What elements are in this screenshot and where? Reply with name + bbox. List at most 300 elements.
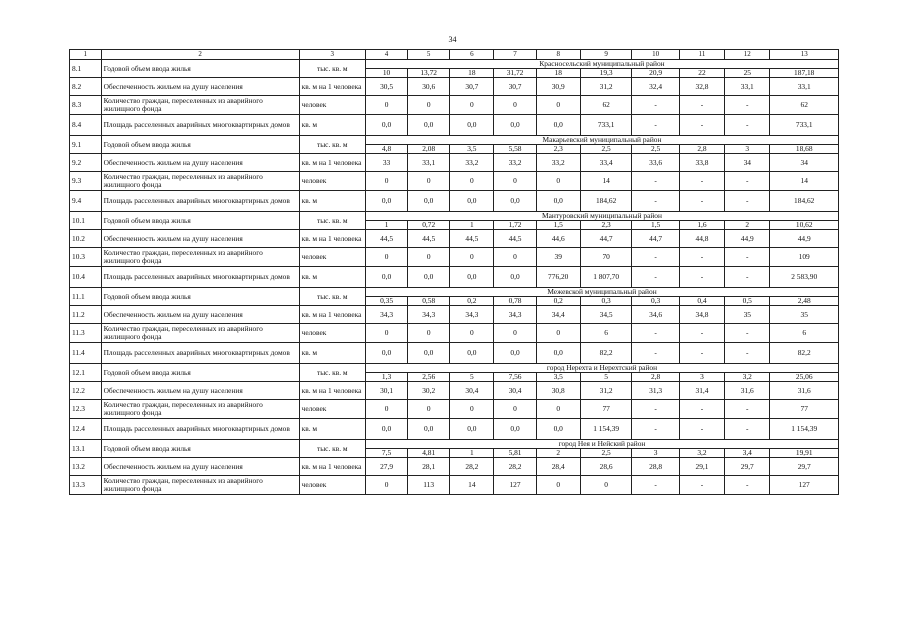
value-cell: 30,2 <box>408 382 450 400</box>
value-cell: 1 154,39 <box>770 419 839 440</box>
value-cell: 0,78 <box>494 297 536 306</box>
value-cell: - <box>632 115 679 136</box>
value-cell: 29,7 <box>770 458 839 476</box>
value-cell: 0,0 <box>494 191 536 212</box>
value-cell: 2 <box>536 449 580 458</box>
value-cell: 0,5 <box>725 297 770 306</box>
value-cell: 14 <box>580 172 632 191</box>
value-cell: 28,6 <box>580 458 632 476</box>
value-cell: - <box>679 96 724 115</box>
value-cell: 113 <box>408 476 450 495</box>
value-cell: 0 <box>494 324 536 343</box>
value-cell: - <box>632 248 679 267</box>
value-cell: 18,68 <box>770 145 839 154</box>
value-cell: 34,8 <box>679 306 724 324</box>
value-cell: 77 <box>770 400 839 419</box>
indicator-name: Годовой объем ввода жилья <box>101 60 299 78</box>
value-cell: - <box>725 248 770 267</box>
value-cell: 0,0 <box>450 267 494 288</box>
value-cell: 0 <box>408 324 450 343</box>
value-cell: - <box>679 476 724 495</box>
value-cell: 28,2 <box>494 458 536 476</box>
unit-cell: кв. м на 1 человека <box>299 78 365 96</box>
indicator-name: Обеспеченность жильем на душу населения <box>101 230 299 248</box>
value-cell: 34,4 <box>536 306 580 324</box>
value-cell: 28,4 <box>536 458 580 476</box>
value-cell: 0,0 <box>450 343 494 364</box>
value-cell: 62 <box>580 96 632 115</box>
district-title: Межевской муниципальный район <box>365 288 838 297</box>
value-cell: 0,0 <box>450 419 494 440</box>
value-cell: - <box>679 343 724 364</box>
value-cell: 30,4 <box>450 382 494 400</box>
value-cell: - <box>632 267 679 288</box>
indicator-name: Обеспеченность жильем на душу населения <box>101 78 299 96</box>
value-cell: 0,35 <box>365 297 407 306</box>
value-cell: 0,0 <box>408 267 450 288</box>
value-cell: 25,06 <box>770 373 839 382</box>
value-cell: 2 <box>725 221 770 230</box>
table-row <box>70 419 839 440</box>
value-cell: 2,8 <box>679 145 724 154</box>
value-cell: 31,4 <box>679 382 724 400</box>
value-cell: - <box>725 115 770 136</box>
value-cell: 6 <box>580 324 632 343</box>
district-title: город Нея и Нейский район <box>365 440 838 449</box>
value-cell: 31,2 <box>580 382 632 400</box>
value-cell: 44,5 <box>408 230 450 248</box>
value-cell: 30,6 <box>408 78 450 96</box>
value-cell: 0 <box>450 400 494 419</box>
value-cell: 2,56 <box>408 373 450 382</box>
page-number: 34 <box>448 35 457 44</box>
row-number: 8.2 <box>70 78 102 96</box>
row-number: 8.4 <box>70 115 102 136</box>
value-cell: 0 <box>365 476 407 495</box>
row-number: 11.1 <box>70 288 102 306</box>
value-cell: 44,8 <box>679 230 724 248</box>
value-cell: 0,0 <box>536 191 580 212</box>
value-cell: 31,3 <box>632 382 679 400</box>
value-cell: 2 583,90 <box>770 267 839 288</box>
value-cell: 733,1 <box>770 115 839 136</box>
indicator-name: Обеспеченность жильем на душу населения <box>101 154 299 172</box>
value-cell: 127 <box>494 476 536 495</box>
value-cell: - <box>725 172 770 191</box>
value-cell: 0 <box>408 400 450 419</box>
value-cell: - <box>725 343 770 364</box>
value-cell: 2,3 <box>580 221 632 230</box>
value-cell: 184,62 <box>580 191 632 212</box>
value-cell: - <box>679 172 724 191</box>
value-cell: 2,3 <box>536 145 580 154</box>
column-number-row <box>70 50 839 60</box>
row-number: 11.3 <box>70 324 102 343</box>
unit-cell: человек <box>299 324 365 343</box>
value-cell: 1,3 <box>365 373 407 382</box>
value-cell: 18 <box>536 69 580 78</box>
value-cell: 33,6 <box>632 154 679 172</box>
value-cell: 5,58 <box>494 145 536 154</box>
value-cell: 33 <box>365 154 407 172</box>
value-cell: 28,8 <box>632 458 679 476</box>
value-cell: 31,72 <box>494 69 536 78</box>
district-title: Макарьевский муниципальный район <box>365 136 838 145</box>
column-number-cell: 4 <box>365 50 407 60</box>
value-cell: 0,0 <box>450 115 494 136</box>
value-cell: 33,2 <box>494 154 536 172</box>
value-cell: 0 <box>365 172 407 191</box>
table-row <box>70 476 839 495</box>
indicator-name: Годовой объем ввода жилья <box>101 288 299 306</box>
value-cell: 3,4 <box>725 449 770 458</box>
value-cell: 19,91 <box>770 449 839 458</box>
value-cell: 82,2 <box>580 343 632 364</box>
table-row <box>70 267 839 288</box>
value-cell: 34,6 <box>632 306 679 324</box>
value-cell: - <box>632 343 679 364</box>
value-cell: 3 <box>632 449 679 458</box>
value-cell: 0 <box>450 248 494 267</box>
row-number: 12.3 <box>70 400 102 419</box>
row-number: 9.1 <box>70 136 102 154</box>
column-number-cell: 8 <box>536 50 580 60</box>
unit-cell: тыс. кв. м <box>299 212 365 230</box>
value-cell: 0 <box>536 96 580 115</box>
value-cell: 3 <box>725 145 770 154</box>
value-cell: - <box>632 419 679 440</box>
value-cell: 127 <box>770 476 839 495</box>
district-title-row <box>70 136 839 145</box>
value-cell: 31,2 <box>580 78 632 96</box>
unit-cell: человек <box>299 400 365 419</box>
value-cell: 1,72 <box>494 221 536 230</box>
value-cell: - <box>725 96 770 115</box>
value-cell: 0,0 <box>408 115 450 136</box>
value-cell: 0,0 <box>365 191 407 212</box>
value-cell: - <box>679 419 724 440</box>
value-cell: 0 <box>365 248 407 267</box>
value-cell: 30,4 <box>494 382 536 400</box>
value-cell: 33,2 <box>450 154 494 172</box>
value-cell: 18 <box>450 69 494 78</box>
value-cell: 27,9 <box>365 458 407 476</box>
value-cell: 0,0 <box>536 343 580 364</box>
value-cell: 1,6 <box>679 221 724 230</box>
table-row <box>70 96 839 115</box>
table-row <box>70 230 839 248</box>
row-number: 8.1 <box>70 60 102 78</box>
row-number: 10.1 <box>70 212 102 230</box>
value-cell: 5 <box>450 373 494 382</box>
value-cell: - <box>679 324 724 343</box>
value-cell: 0 <box>536 400 580 419</box>
value-cell: 2,48 <box>770 297 839 306</box>
district-title: город Нерехта и Нерехтский район <box>365 364 838 373</box>
value-cell: 62 <box>770 96 839 115</box>
column-number-cell: 7 <box>494 50 536 60</box>
value-cell: 0,4 <box>679 297 724 306</box>
value-cell: 44,7 <box>632 230 679 248</box>
unit-cell: кв. м на 1 человека <box>299 382 365 400</box>
value-cell: 184,62 <box>770 191 839 212</box>
value-cell: 31,6 <box>725 382 770 400</box>
unit-cell: тыс. кв. м <box>299 136 365 154</box>
value-cell: 733,1 <box>580 115 632 136</box>
value-cell: 28,1 <box>408 458 450 476</box>
value-cell: 2,5 <box>580 145 632 154</box>
table-row <box>70 400 839 419</box>
value-cell: 0,0 <box>365 419 407 440</box>
value-cell: 44,9 <box>725 230 770 248</box>
column-number-cell: 9 <box>580 50 632 60</box>
value-cell: 0,2 <box>536 297 580 306</box>
unit-cell: человек <box>299 248 365 267</box>
value-cell: 10,62 <box>770 221 839 230</box>
district-title: Красносельский муниципальный район <box>365 60 838 69</box>
value-cell: 28,2 <box>450 458 494 476</box>
value-cell: 44,6 <box>536 230 580 248</box>
value-cell: 0,0 <box>408 419 450 440</box>
value-cell: 0,2 <box>450 297 494 306</box>
value-cell: 33,1 <box>770 78 839 96</box>
unit-cell: человек <box>299 96 365 115</box>
unit-cell: кв. м на 1 человека <box>299 154 365 172</box>
table-row <box>70 154 839 172</box>
value-cell: 0,0 <box>536 419 580 440</box>
row-number: 9.4 <box>70 191 102 212</box>
value-cell: - <box>679 191 724 212</box>
column-number-cell: 13 <box>770 50 839 60</box>
table-row <box>70 248 839 267</box>
indicator-name: Годовой объем ввода жилья <box>101 440 299 458</box>
value-cell: 0 <box>365 324 407 343</box>
table-row <box>70 115 839 136</box>
indicator-name: Количество граждан, переселенных из аварийного жилищного фонда <box>101 476 299 495</box>
value-cell: 0 <box>494 96 536 115</box>
value-cell: 0 <box>450 324 494 343</box>
value-cell: 0 <box>365 96 407 115</box>
row-number: 12.4 <box>70 419 102 440</box>
indicator-name: Количество граждан, переселенных из аварийного жилищного фонда <box>101 324 299 343</box>
unit-cell: человек <box>299 172 365 191</box>
value-cell: 30,5 <box>365 78 407 96</box>
value-cell: 1 <box>450 449 494 458</box>
value-cell: 0,0 <box>494 115 536 136</box>
row-number: 13.1 <box>70 440 102 458</box>
value-cell: - <box>725 419 770 440</box>
value-cell: 3,5 <box>450 145 494 154</box>
indicator-name: Обеспеченность жильем на душу населения <box>101 382 299 400</box>
value-cell: 32,8 <box>679 78 724 96</box>
column-number-cell: 1 <box>70 50 102 60</box>
value-cell: 33,4 <box>580 154 632 172</box>
value-cell: 0,0 <box>450 191 494 212</box>
value-cell: 3 <box>679 373 724 382</box>
value-cell: 29,7 <box>725 458 770 476</box>
unit-cell: кв. м на 1 человека <box>299 230 365 248</box>
value-cell: 20,9 <box>632 69 679 78</box>
value-cell: 30,7 <box>450 78 494 96</box>
value-cell: 0,0 <box>536 115 580 136</box>
value-cell: 30,1 <box>365 382 407 400</box>
value-cell: 14 <box>770 172 839 191</box>
value-cell: 0 <box>408 248 450 267</box>
value-cell: 34 <box>725 154 770 172</box>
value-cell: 0 <box>580 476 632 495</box>
value-cell: 0 <box>408 172 450 191</box>
value-cell: 0 <box>450 172 494 191</box>
value-cell: 0,58 <box>408 297 450 306</box>
table-row <box>70 324 839 343</box>
unit-cell: кв. м <box>299 191 365 212</box>
value-cell: - <box>632 476 679 495</box>
value-cell: 44,5 <box>365 230 407 248</box>
value-cell: - <box>632 96 679 115</box>
row-number: 10.4 <box>70 267 102 288</box>
row-number: 13.2 <box>70 458 102 476</box>
value-cell: 30,8 <box>536 382 580 400</box>
value-cell: 44,5 <box>450 230 494 248</box>
value-cell: 1,5 <box>536 221 580 230</box>
value-cell: 1 807,70 <box>580 267 632 288</box>
value-cell: 30,7 <box>494 78 536 96</box>
unit-cell: тыс. кв. м <box>299 288 365 306</box>
value-cell: 34,3 <box>494 306 536 324</box>
value-cell: 33,1 <box>725 78 770 96</box>
table-row <box>70 306 839 324</box>
unit-cell: кв. м <box>299 115 365 136</box>
column-number-cell: 5 <box>408 50 450 60</box>
value-cell: 109 <box>770 248 839 267</box>
row-number: 11.2 <box>70 306 102 324</box>
row-number: 13.3 <box>70 476 102 495</box>
unit-cell: кв. м <box>299 419 365 440</box>
value-cell: 4,81 <box>408 449 450 458</box>
value-cell: 34,5 <box>580 306 632 324</box>
value-cell: - <box>725 267 770 288</box>
indicator-name: Годовой объем ввода жилья <box>101 212 299 230</box>
row-number: 9.3 <box>70 172 102 191</box>
value-cell: 44,7 <box>580 230 632 248</box>
indicator-name: Количество граждан, переселенных из аварийного жилищного фонда <box>101 248 299 267</box>
district-title-row <box>70 212 839 221</box>
value-cell: 4,8 <box>365 145 407 154</box>
value-cell: - <box>725 324 770 343</box>
value-cell: 2,08 <box>408 145 450 154</box>
value-cell: - <box>679 267 724 288</box>
value-cell: 39 <box>536 248 580 267</box>
value-cell: - <box>679 248 724 267</box>
value-cell: 34,3 <box>365 306 407 324</box>
value-cell: 0,3 <box>580 297 632 306</box>
value-cell: 32,4 <box>632 78 679 96</box>
value-cell: 0 <box>450 96 494 115</box>
table-row <box>70 191 839 212</box>
housing-indicators-table <box>69 49 839 495</box>
value-cell: 5,81 <box>494 449 536 458</box>
table-row <box>70 78 839 96</box>
row-number: 10.2 <box>70 230 102 248</box>
district-title-row <box>70 440 839 449</box>
value-cell: 70 <box>580 248 632 267</box>
value-cell: 5 <box>580 373 632 382</box>
value-cell: 1 <box>365 221 407 230</box>
value-cell: 33,8 <box>679 154 724 172</box>
value-cell: 13,72 <box>408 69 450 78</box>
value-cell: 3,5 <box>536 373 580 382</box>
value-cell: 34,3 <box>408 306 450 324</box>
value-cell: 0,0 <box>494 267 536 288</box>
value-cell: - <box>725 476 770 495</box>
value-cell: 0,0 <box>365 267 407 288</box>
row-number: 12.1 <box>70 364 102 382</box>
column-number-cell: 12 <box>725 50 770 60</box>
value-cell: 0 <box>536 476 580 495</box>
value-cell: 33,1 <box>408 154 450 172</box>
value-cell: - <box>725 191 770 212</box>
value-cell: 44,9 <box>770 230 839 248</box>
value-cell: - <box>632 400 679 419</box>
value-cell: - <box>679 400 724 419</box>
value-cell: 0,0 <box>494 419 536 440</box>
unit-cell: кв. м на 1 человека <box>299 458 365 476</box>
value-cell: 1 154,39 <box>580 419 632 440</box>
value-cell: 0,3 <box>632 297 679 306</box>
value-cell: 0 <box>494 248 536 267</box>
value-cell: - <box>725 400 770 419</box>
value-cell: 1,5 <box>632 221 679 230</box>
table-row <box>70 458 839 476</box>
row-number: 9.2 <box>70 154 102 172</box>
district-title-row <box>70 364 839 373</box>
unit-cell: тыс. кв. м <box>299 60 365 78</box>
row-number: 10.3 <box>70 248 102 267</box>
value-cell: 25 <box>725 69 770 78</box>
value-cell: 776,20 <box>536 267 580 288</box>
table-row <box>70 382 839 400</box>
unit-cell: кв. м <box>299 343 365 364</box>
value-cell: 82,2 <box>770 343 839 364</box>
value-cell: 34,3 <box>450 306 494 324</box>
indicator-name: Годовой объем ввода жилья <box>101 364 299 382</box>
value-cell: 34 <box>770 154 839 172</box>
value-cell: - <box>632 172 679 191</box>
table-row <box>70 172 839 191</box>
indicator-name: Площадь расселенных аварийных многоквартирных домов <box>101 343 299 364</box>
value-cell: 2,5 <box>632 145 679 154</box>
value-cell: - <box>632 191 679 212</box>
value-cell: 0,0 <box>408 343 450 364</box>
value-cell: 33,2 <box>536 154 580 172</box>
indicator-name: Площадь расселенных аварийных многоквартирных домов <box>101 419 299 440</box>
value-cell: 30,9 <box>536 78 580 96</box>
district-title-row <box>70 60 839 69</box>
value-cell: 77 <box>580 400 632 419</box>
value-cell: 0,0 <box>365 343 407 364</box>
column-number-cell: 11 <box>679 50 724 60</box>
column-number-cell: 6 <box>450 50 494 60</box>
unit-cell: тыс. кв. м <box>299 440 365 458</box>
value-cell: 0,72 <box>408 221 450 230</box>
value-cell: 0 <box>494 172 536 191</box>
value-cell: - <box>632 324 679 343</box>
value-cell: 0 <box>408 96 450 115</box>
value-cell: 0,0 <box>494 343 536 364</box>
value-cell: 19,3 <box>580 69 632 78</box>
indicator-name: Обеспеченность жильем на душу населения <box>101 458 299 476</box>
column-number-cell: 3 <box>299 50 365 60</box>
